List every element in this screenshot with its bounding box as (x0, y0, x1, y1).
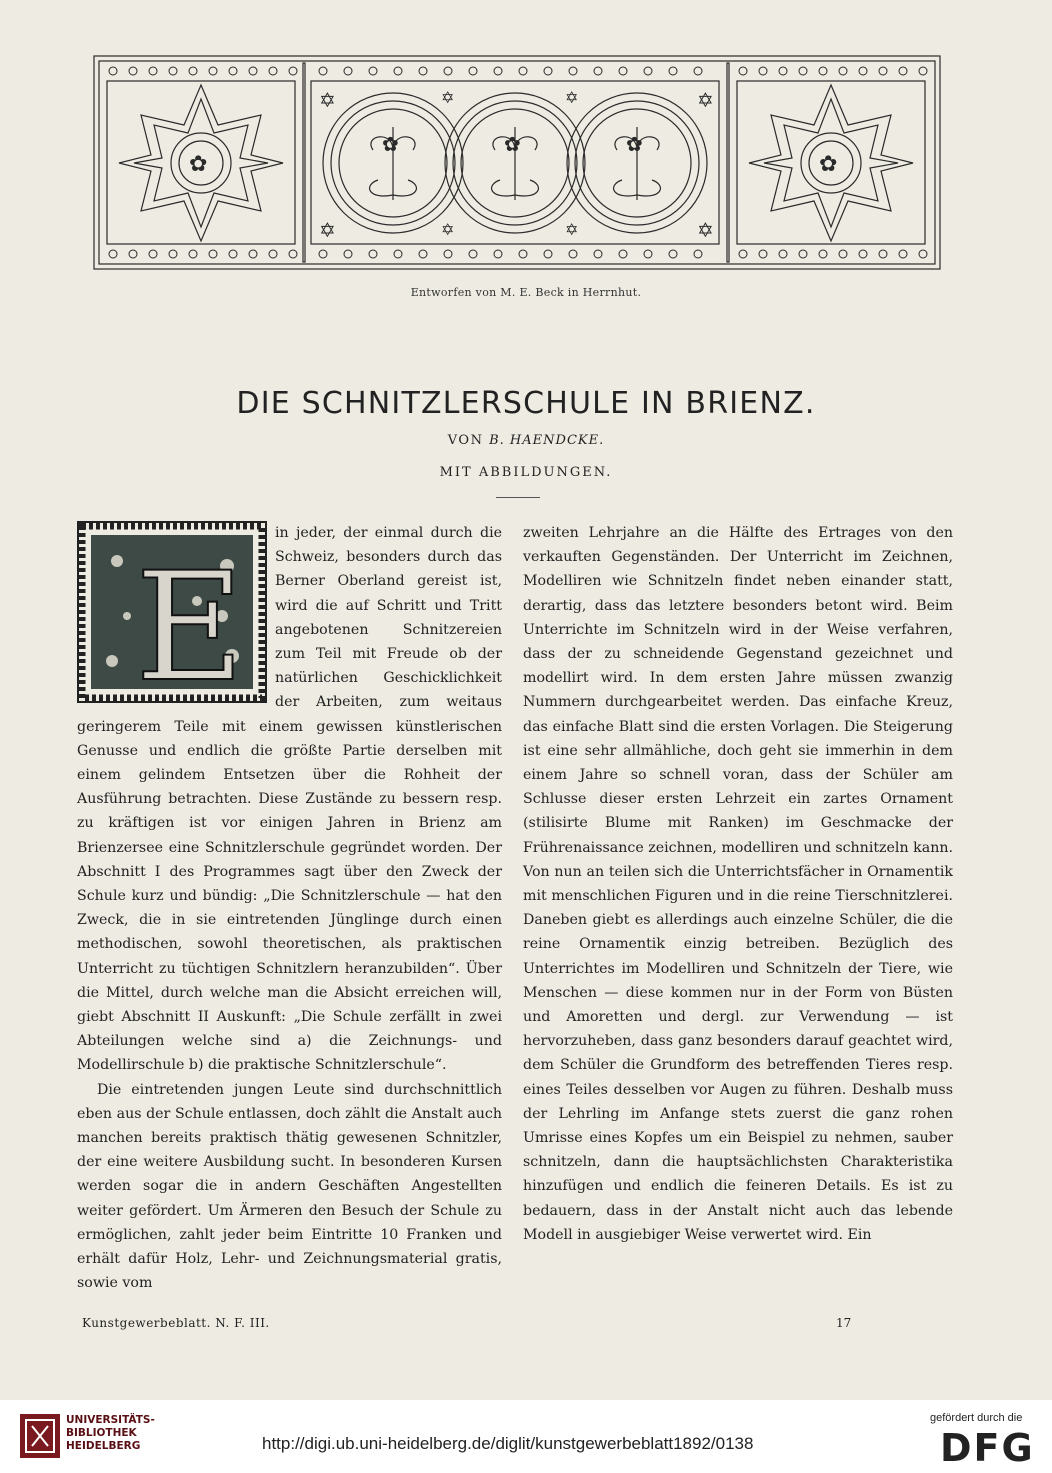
byline (0, 433, 1052, 448)
decorated-initial-e (77, 521, 267, 703)
ornament-caption: Entworfen von M. E. Beck in Herrnhut. (410, 286, 642, 299)
subtitle: MIT ABBILDUNGEN. (439, 465, 613, 480)
dfg-logo: DFG (940, 1426, 1035, 1470)
paragraph: zweiten Lehrjahre an die Hälfte des Ertrages von den verkauften Gegenständen. Der Unterricht im Zeichnen, Modelliren wie Schnitzeln findet neben einander statt, derartig, dass das letztere besonders betont wird. Beim Unterrichte im Schnitzeln wird in der Weise verfahren, dass der zu schneidende Gegenstand gezeichnet und modellirt wird. In dem ersten Jahre müssen zwanzig Nummern durchgearbeitet werden. Das einfache Kreuz, das einfache Blatt sind die ersten Vorlagen. Die Steigerung ist eine sehr allmähliche, doch geht sie immerhin in dem einem Jahre so schnell voran, dass der Schüler am Schlusse dieser ersten Lehrzeit ein zartes Ornament (stilisirte Blume mit Ranken) im Geschmacke der Frührenaissance zeichnen, modelliren und schnitzeln kann. Von nun an teilen sich die Unterrichtsfächer in Ornamentik mit menschlichen Figuren und in die reine Tierschnitzlerei. Daneben giebt es allerdings auch einzelne Schüler, die die reine Ornamentik einzig betreiben. Bezüglich des Unterrichtes im Modelliren und Schnitzeln der Tiere, wie Menschen — diese kommen nur in der Form von Büsten und Amoretten und dergl. zur Verwendung — ist hervorzuheben, dass ganz besonders darauf geachtet wird, dem Schüler die Grundform des betreffenden Tieres resp. eines Teiles desselben vor Augen zu führen. Deshalb muss der Lehrling im Anfange stets zuerst die ganz rohen Umrisse eines Kopfes um ein Beispiel zu nehmen, sauber schnitzeln, dann die hauptsächlichsten Charakteristika hinzufügen und endlich die feineren Details. Es ist zu bedauern, dass in der Anstalt nicht auch das lebende Modell in ausgiebiger Weise verwertet wird. Ein (523, 525, 953, 1243)
permalink-url[interactable]: http://digi.ub.uni-heidelberg.de/diglit/kunstgewerbeblatt1892/0138 (262, 1434, 754, 1453)
svg-text:✿: ✿ (626, 132, 643, 156)
column-right (523, 521, 953, 1247)
column-left (77, 521, 502, 1296)
paragraph: in jeder, der einmal durch die Schweiz, besonders durch das Berner Oberland gereist ist, wird die auf Schritt und Tritt angebotenen Schnitzereien zum Teil mit Freude ob der natürlichen Geschicklichkeit der Arbeiten, zum weitaus geringerem Teile mit einem gewissen künstlerischen Genusse und endlich die größte Partie derselben mit einem gelindem Entsetzen über die Rohheit der Ausführung betrachten. Diese Zustände zu bessern resp. zu kräftigen ist vor einigen Jahren in Brienz am Brienzersee eine Schnitzlerschule gegründet worden. Der Abschnitt I des Programmes sagt über den Zweck der Schule kurz und bündig: „Die Schnitzlerschule — hat den Zweck, die in sie eintretenden Jünglinge durch einen methodischen, sowohl theoretischen, als praktischen Unterricht zu tüchtigen Schnitzlern heranzubilden“. Über die Mittel, durch welche man die Absicht erreichen will, giebt Abschnitt II Auskunft: „Die Schule zerfällt in zwei Abteilungen welche sind a) die Zeichnungs- und Modellirschule b) die praktische Schnitzlerschule“. (77, 525, 502, 1074)
svg-text:✡: ✡ (441, 220, 455, 239)
page-number: 17 (836, 1316, 852, 1330)
title-divider (496, 497, 540, 498)
ornamental-frieze (93, 55, 941, 270)
svg-text:✡: ✡ (697, 218, 714, 242)
journal-footer: Kunstgewerbeblatt. N. F. III. (82, 1316, 270, 1330)
svg-text:✡: ✡ (565, 220, 579, 239)
library-name: UNIVERSITÄTS- BIBLIOTHEK HEIDELBERG (66, 1414, 155, 1452)
svg-text:✿: ✿ (382, 132, 399, 156)
svg-text:E: E (135, 541, 245, 703)
paragraph: Die eintretenden jungen Leute sind durchschnittlich eben aus der Schule entlassen, doch zählt die Anstalt auch manchen bereits praktisch thätig gewesenen Schnitzler, der eine weitere Ausbildung sucht. In besonderen Kursen werden sogar die in andern Geschäften Angestellten weiter gefördert. Um Ärmeren den Besuch der Schule zu ermöglichen, zahlt jeder beim Eintritte 10 Franken und erhält dafür Holz, Lehr- und Zeichnungsmaterial gratis, sowie vom (77, 1081, 502, 1292)
funder-label: gefördert durch die (930, 1412, 1023, 1424)
svg-text:✡: ✡ (319, 88, 336, 112)
svg-text:✡: ✡ (565, 88, 579, 107)
svg-text:✡: ✡ (441, 88, 455, 107)
byline-prefix: VON (447, 433, 484, 448)
svg-text:✿: ✿ (504, 132, 521, 156)
article-title: DIE SCHNITZLERSCHULE IN BRIENZ. (236, 386, 816, 421)
author-name: B. HAENDCKE. (489, 433, 605, 448)
svg-text:✡: ✡ (319, 218, 336, 242)
university-seal-icon (18, 1412, 62, 1460)
svg-text:✡: ✡ (697, 88, 714, 112)
svg-text:✿: ✿ (819, 152, 838, 177)
svg-text:✿: ✿ (189, 152, 208, 177)
